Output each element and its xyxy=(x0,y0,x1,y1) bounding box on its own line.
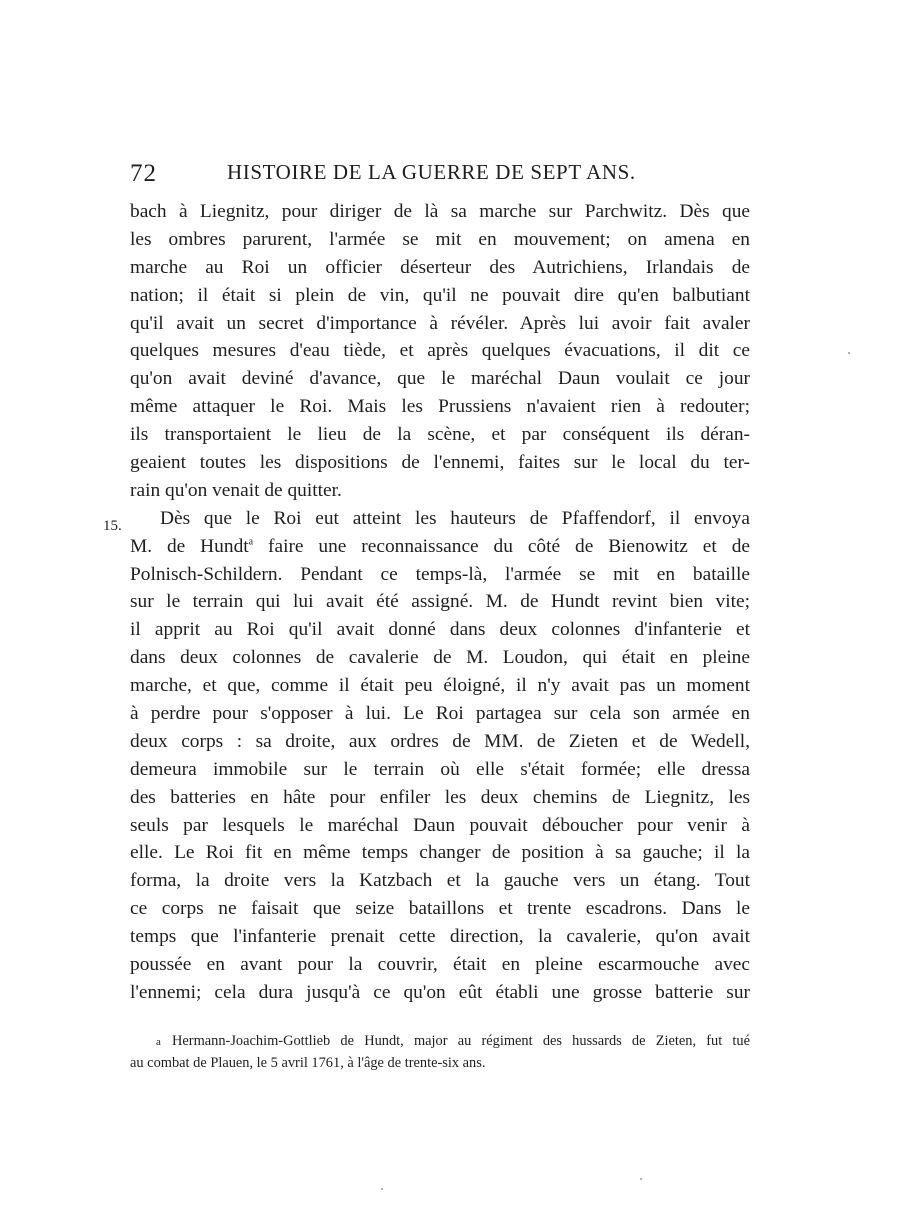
footnote-line xyxy=(130,1030,750,1052)
text-line: qu'il avait un secret d'importance à révéler. Après lui avoir fait avaler xyxy=(130,312,750,334)
text-line: l'ennemi; cela dura jusqu'à ce qu'on eût établi une grosse batterie sur xyxy=(130,981,750,1003)
footnote xyxy=(130,1030,750,1074)
body-text xyxy=(130,198,750,1007)
footnote-marker: a xyxy=(156,1036,161,1048)
text-line: geaient toutes les dispositions de l'ennemi, faites sur le local du ter- xyxy=(130,452,750,474)
page-number: 72 xyxy=(130,160,157,187)
text-line: ils transportaient le lieu de la scène, et par conséquent ils déran- xyxy=(130,424,750,446)
text-line: quelques mesures d'eau tiède, et après quelques évacuations, il dit ce xyxy=(130,340,750,362)
text-line: deux corps : sa droite, aux ordres de MM. de Zieten et de Wedell, xyxy=(130,730,750,752)
text-line: marche, et que, comme il était peu éloigné, il n'y avait pas un moment xyxy=(130,675,750,697)
text-line xyxy=(130,505,750,533)
text-line: qu'on avait deviné d'avance, que le maréchal Daun voulait ce jour xyxy=(130,368,750,390)
text-segment: faire une reconnaissance du côté de Bienowitz et de xyxy=(253,535,750,557)
text-line: poussée en avant pour la couvrir, était en pleine escarmouche avec xyxy=(130,954,750,976)
text-line: sur le terrain qui lui avait été assigné. M. de Hundt revint bien vite; xyxy=(130,591,750,613)
text-line: elle. Le Roi fit en même temps changer de position à sa gauche; il la xyxy=(130,842,750,864)
text-line: seuls par lesquels le maréchal Daun pouvait déboucher pour venir à xyxy=(130,814,750,836)
running-title: HISTOIRE DE LA GUERRE DE SEPT ANS. xyxy=(227,160,636,184)
text-segment: Dès que le Roi eut atteint les hauteurs de Pfaffendorf, il envoya xyxy=(160,507,750,529)
text-line: forma, la droite vers la Katzbach et la gauche vers un étang. Tout xyxy=(130,870,750,892)
paper-speck xyxy=(381,1188,383,1190)
text-line: des batteries en hâte pour enfiler les deux chemins de Liegnitz, les xyxy=(130,786,750,808)
text-segment: M. de Hundt xyxy=(130,535,249,557)
text-line: rain qu'on venait de quitter. xyxy=(130,479,342,501)
text-line: marche au Roi un officier déserteur des Autrichiens, Irlandais de xyxy=(130,256,750,278)
footnote-text: Hermann-Joachim-Gottlieb de Hundt, major au régiment des hussards de Zieten, fut tué xyxy=(172,1033,750,1049)
text-line xyxy=(130,533,750,561)
text-line: ce corps ne faisait que seize bataillons et trente escadrons. Dans le xyxy=(130,898,750,920)
text-line: bach à Liegnitz, pour diriger de là sa marche sur Parchwitz. Dès que xyxy=(130,201,750,222)
paper-speck xyxy=(848,352,850,354)
text-line: temps que l'infanterie prenait cette direction, la cavalerie, qu'on avait xyxy=(130,926,750,948)
text-line: il apprit au Roi qu'il avait donné dans deux colonnes d'infanterie et xyxy=(130,619,750,641)
text-line: nation; il était si plein de vin, qu'il ne pouvait dire qu'en balbutiant xyxy=(130,284,750,306)
paragraph-number: 15. xyxy=(103,518,122,534)
text-line: demeura immobile sur le terrain où elle s'était formée; elle dressa xyxy=(130,758,750,780)
text-line: à perdre pour s'opposer à lui. Le Roi partagea sur cela son armée en xyxy=(130,703,750,725)
footnote-reference[interactable]: a xyxy=(248,536,254,548)
running-header xyxy=(130,160,760,190)
footnote-line: au combat de Plauen, le 5 avril 1761, à l'âge de trente-six ans. xyxy=(130,1055,486,1071)
text-line: les ombres parurent, l'armée se mit en mouvement; on amena en xyxy=(130,228,750,250)
text-line: Polnisch-Schildern. Pendant ce temps-là, l'armée se mit en bataille xyxy=(130,563,750,585)
text-line: même attaquer le Roi. Mais les Prussiens n'avaient rien à redouter; xyxy=(130,396,750,418)
text-line: dans deux colonnes de cavalerie de M. Loudon, qui était en pleine xyxy=(130,647,750,669)
paper-speck xyxy=(640,1178,642,1180)
